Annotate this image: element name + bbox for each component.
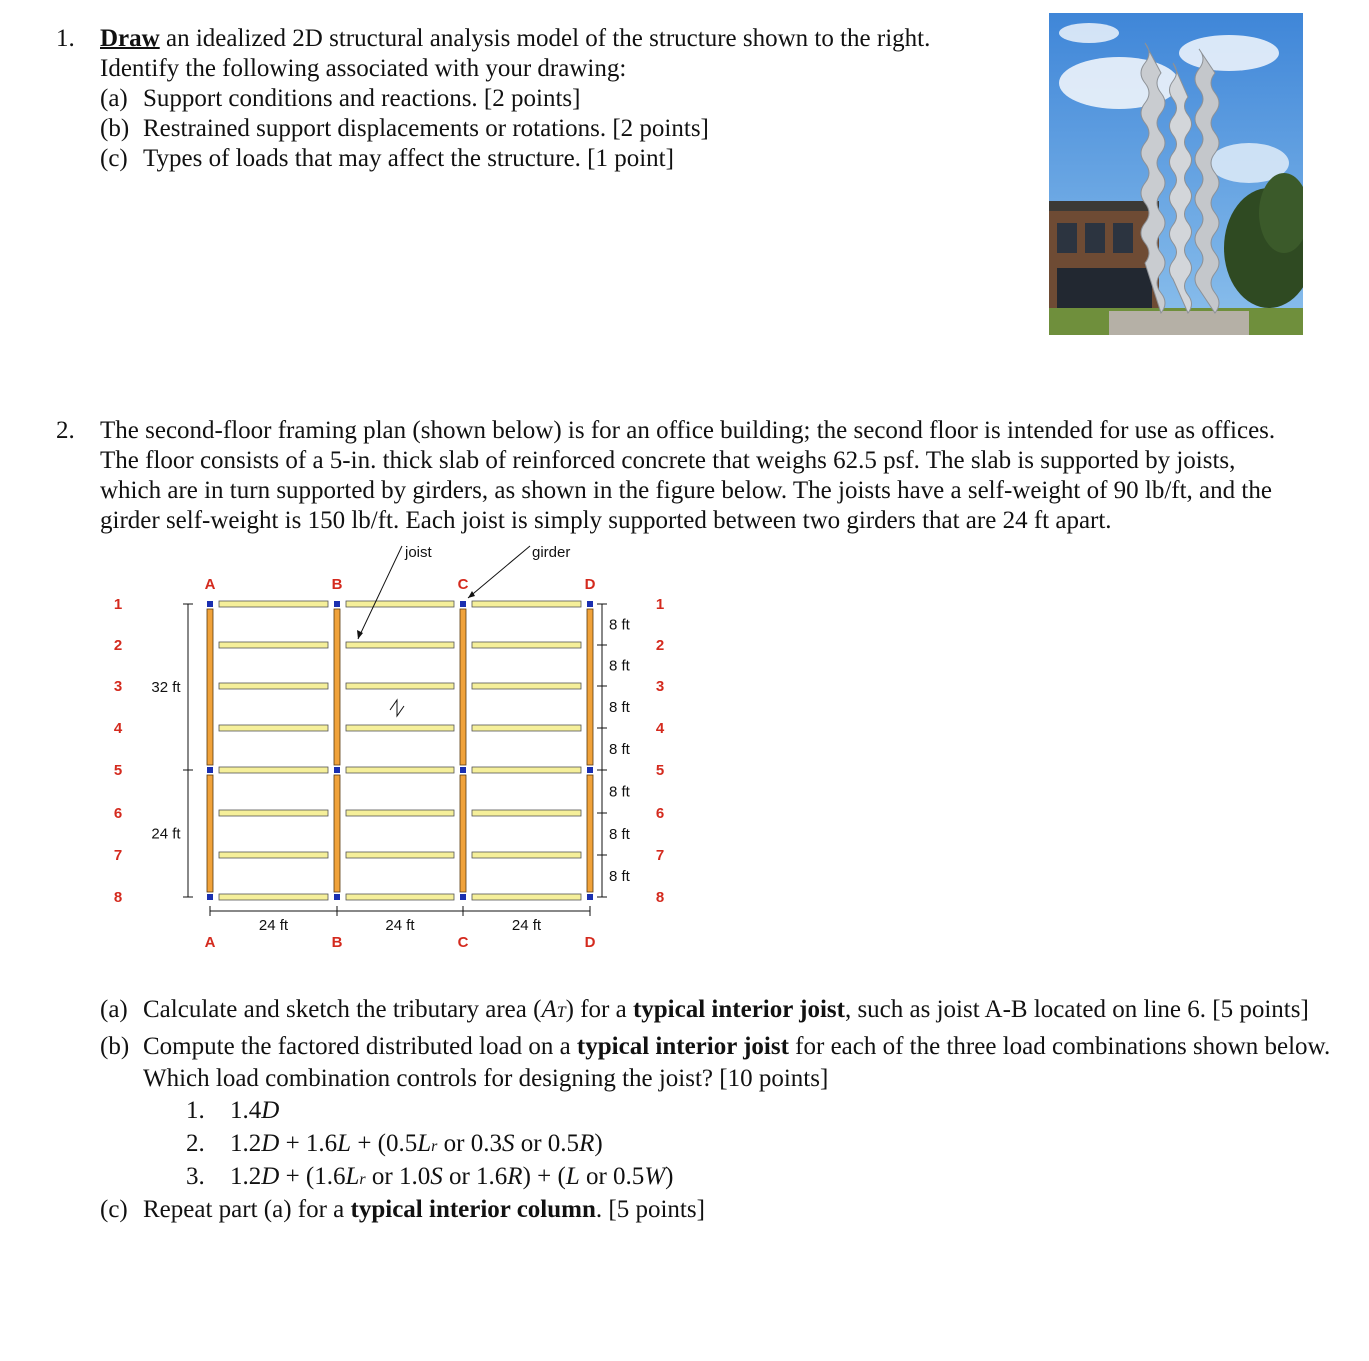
- row-label-left-4: 4: [113, 720, 123, 737]
- part-a: (a) Calculate and sketch the tributary area (AT) for a typical interior joist, such as joist A-B located on line 6. [5 points]: [100, 996, 1309, 1023]
- col-label-bottom-A: A: [204, 934, 216, 951]
- row-label-left-2: 2: [113, 637, 123, 654]
- girder-callout-label: girder: [532, 544, 571, 561]
- problem-2-line-1: The second-floor framing plan (shown below) is for an office building; the second floor is intended for use as offices.: [100, 417, 1276, 444]
- column-D8: [587, 894, 593, 900]
- problem-2-line-2: The floor consists of a 5-in. thick slab of reinforced concrete that weighs 62.5 psf. The slab is supported by joists,: [100, 447, 1236, 474]
- joist-callout-label: joist: [405, 544, 432, 561]
- joist-1-CD: [472, 601, 581, 607]
- joist-8-AB: [219, 894, 328, 900]
- joist-4-BC: [346, 725, 454, 731]
- problem-2: [56, 416, 1356, 541]
- problem-1-item-c: (c) Types of loads that may affect the structure. [1 point]: [100, 145, 674, 172]
- row-label-right-6: 6: [655, 805, 665, 822]
- problem-1-item-a: (a) Support conditions and reactions. [2 points]: [100, 85, 581, 112]
- joist-3-CD: [472, 683, 581, 689]
- joist-5-CD: [472, 767, 581, 773]
- problem-1-line-2: Identify the following associated with your drawing:: [100, 55, 627, 82]
- right-dim-2: 8 ft: [609, 657, 630, 675]
- row-label-right-8: 8: [655, 889, 665, 906]
- bottom-dim-3: 24 ft: [511, 917, 542, 934]
- girder-B-2: [334, 775, 340, 892]
- left-dim-24ft: 24 ft: [151, 825, 181, 843]
- joist-1-BC: [346, 601, 454, 607]
- column-A1: [207, 601, 213, 607]
- joist-5-AB: [219, 767, 328, 773]
- span-direction-symbol: [390, 700, 404, 716]
- row-label-right-5: 5: [655, 762, 665, 779]
- right-dim-3: 8 ft: [609, 699, 630, 716]
- col-label-bottom-B: B: [331, 934, 343, 951]
- joist-6-AB: [219, 810, 328, 816]
- row-label-right-2: 2: [655, 637, 665, 654]
- bottom-dim-2: 24 ft: [385, 917, 415, 934]
- problem-1-line-1: Draw an idealized 2D structural analysis model of the structure shown to the right.: [100, 25, 931, 52]
- row-label-left-5: 5: [113, 762, 123, 779]
- joist-7-CD: [472, 852, 581, 858]
- problem-2-parts: [100, 994, 1350, 1226]
- column-C8: [460, 894, 466, 900]
- girder-C-1: [460, 609, 466, 765]
- joist-2-AB: [219, 642, 328, 648]
- problem-1-body: [100, 24, 930, 174]
- row-label-right-3: 3: [655, 678, 665, 695]
- joist-8-CD: [472, 894, 581, 900]
- sculpture-photo: [1049, 13, 1303, 335]
- row-label-right-4: 4: [655, 720, 665, 737]
- joist-2-BC: [346, 642, 454, 648]
- joist-callout-leader: [358, 546, 402, 639]
- joist-6-CD: [472, 810, 581, 816]
- row-label-right-7: 7: [655, 847, 665, 864]
- right-dim-1: 8 ft: [609, 616, 630, 634]
- girder-B-1: [334, 609, 340, 765]
- row-label-right-1: 1: [655, 596, 665, 613]
- column-D5: [587, 767, 593, 773]
- right-dim-7: 8 ft: [609, 868, 630, 885]
- load-combo-1: 1. 1.4D: [186, 1097, 280, 1124]
- column-A8: [207, 894, 213, 900]
- column-B8: [334, 894, 340, 900]
- left-dim-32ft: 32 ft: [151, 679, 181, 696]
- joist-4-CD: [472, 725, 581, 731]
- joist-7-BC: [346, 852, 454, 858]
- framing-plan-figure: [100, 538, 700, 958]
- joist-5-BC: [346, 767, 454, 773]
- joist-3-AB: [219, 683, 328, 689]
- bottom-dim-1: 24 ft: [258, 917, 289, 934]
- problem-1-number: 1.: [56, 25, 75, 52]
- girder-C-2: [460, 775, 466, 892]
- row-label-left-1: 1: [113, 596, 123, 613]
- problem-1-item-b: (b) Restrained support displacements or rotations. [2 points]: [100, 115, 709, 142]
- girder-A-2: [207, 775, 213, 892]
- right-dim-5: 8 ft: [609, 783, 630, 801]
- joist-2-CD: [472, 642, 581, 648]
- part-b: (b) Compute the factored distributed load on a typical interior joist for each of the three load combinations shown below. Which load combination controls for designing the joist? [10 points]: [100, 1033, 1331, 1092]
- girder-callout-leader: [468, 546, 530, 598]
- col-label-bottom-C: C: [457, 934, 469, 951]
- framing-plan-svg: [100, 538, 700, 958]
- column-B5: [334, 767, 340, 773]
- joist-7-AB: [219, 852, 328, 858]
- right-dim-6: 8 ft: [609, 826, 630, 843]
- column-C1: [460, 601, 466, 607]
- row-label-left-8: 8: [113, 889, 123, 906]
- col-label-top-A: A: [204, 576, 216, 593]
- joist-1-AB: [219, 601, 328, 607]
- col-label-top-B: B: [331, 576, 343, 593]
- column-D1: [587, 601, 593, 607]
- problem-2-line-4: girder self-weight is 150 lb/ft. Each joist is simply supported between two girders that are 24 ft apart.: [100, 507, 1112, 534]
- girder-callout-arrow: [468, 591, 475, 598]
- right-dim-4: 8 ft: [609, 741, 630, 758]
- col-label-bottom-D: D: [584, 934, 596, 951]
- column-B1: [334, 601, 340, 607]
- row-label-left-7: 7: [113, 847, 123, 864]
- col-label-top-D: D: [584, 576, 596, 593]
- problem-2-line-3: which are in turn supported by girders, as shown in the figure below. The joists have a self-weight of 90 lb/ft, and the: [100, 477, 1272, 504]
- column-A5: [207, 767, 213, 773]
- load-combo-3: 3. 1.2D + (1.6Lr or 1.0S or 1.6R) + (L or 0.5W): [186, 1163, 674, 1190]
- girder-D-2: [587, 775, 593, 892]
- joist-6-BC: [346, 810, 454, 816]
- draw-word: Draw: [100, 25, 160, 52]
- row-label-left-3: 3: [113, 678, 123, 695]
- row-label-left-6: 6: [113, 805, 123, 822]
- load-combo-2: 2. 1.2D + 1.6L + (0.5Lr or 0.3S or 0.5R): [186, 1130, 603, 1157]
- girder-A-1: [207, 609, 213, 765]
- part-c: (c) Repeat part (a) for a typical interior column. [5 points]: [100, 1196, 705, 1223]
- col-label-top-C: C: [457, 576, 469, 593]
- girder-D-1: [587, 609, 593, 765]
- joist-3-BC: [346, 683, 454, 689]
- joist-8-BC: [346, 894, 454, 900]
- problem-2-number: 2.: [56, 417, 75, 444]
- problem-1: [56, 24, 1016, 184]
- problem-2-body: [100, 416, 1275, 536]
- column-C5: [460, 767, 466, 773]
- joist-4-AB: [219, 725, 328, 731]
